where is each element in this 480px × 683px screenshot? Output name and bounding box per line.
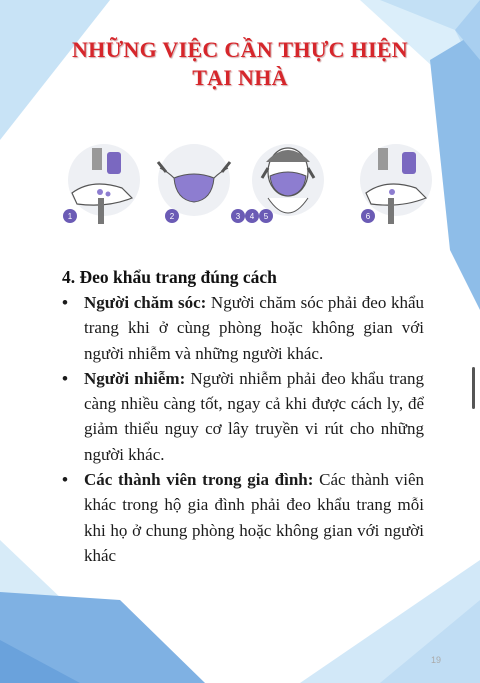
page-title-line2: TẠI NHÀ [192, 65, 288, 90]
bullet: • [62, 293, 68, 312]
section-heading: 4. Đeo khẩu trang đúng cách [62, 267, 277, 287]
svg-text:3: 3 [235, 212, 241, 221]
instruction-list [62, 290, 424, 568]
svg-text:1: 1 [67, 212, 73, 221]
mask-steps-illustration [62, 138, 438, 230]
page-title-line1: NHỮNG VIỆC CẦN THỰC HIỆN [71, 37, 408, 62]
bullet: • [62, 368, 68, 388]
svg-text:4: 4 [249, 212, 255, 221]
page-number: 19 [431, 655, 442, 665]
mask-holding-icon [158, 144, 230, 216]
list-item [62, 290, 424, 366]
svg-text:2: 2 [169, 212, 175, 221]
item-text: Các thành viên khác trong hộ gia đình phải đeo khẩu trang mỗi khi họ ở chung phòng hoặc không gian với người khác [84, 470, 424, 565]
list-item [62, 366, 424, 467]
item-label: Người chăm sóc: [84, 293, 207, 312]
hand-washing-icon [68, 144, 140, 224]
bullet: • [62, 470, 68, 490]
list-item [62, 467, 424, 568]
svg-text:5: 5 [263, 212, 269, 221]
item-text: Người chăm sóc phải đeo khẩu trang khi ở cùng phòng hoặc không gian với người nhiễm và những người khác. [84, 293, 424, 363]
mask-wearing-icon [252, 144, 324, 216]
scrollbar[interactable] [472, 367, 475, 409]
item-label: Các thành viên trong gia đình: [84, 470, 314, 490]
item-label: Người nhiễm: [84, 368, 186, 388]
item-text: Người nhiễm phải đeo khẩu trang càng nhiều càng tốt, ngay cả khi được cách ly, để giảm thiểu nguy cơ lây truyền vi rút cho những người khác. [84, 368, 424, 464]
svg-text:6: 6 [365, 212, 371, 221]
